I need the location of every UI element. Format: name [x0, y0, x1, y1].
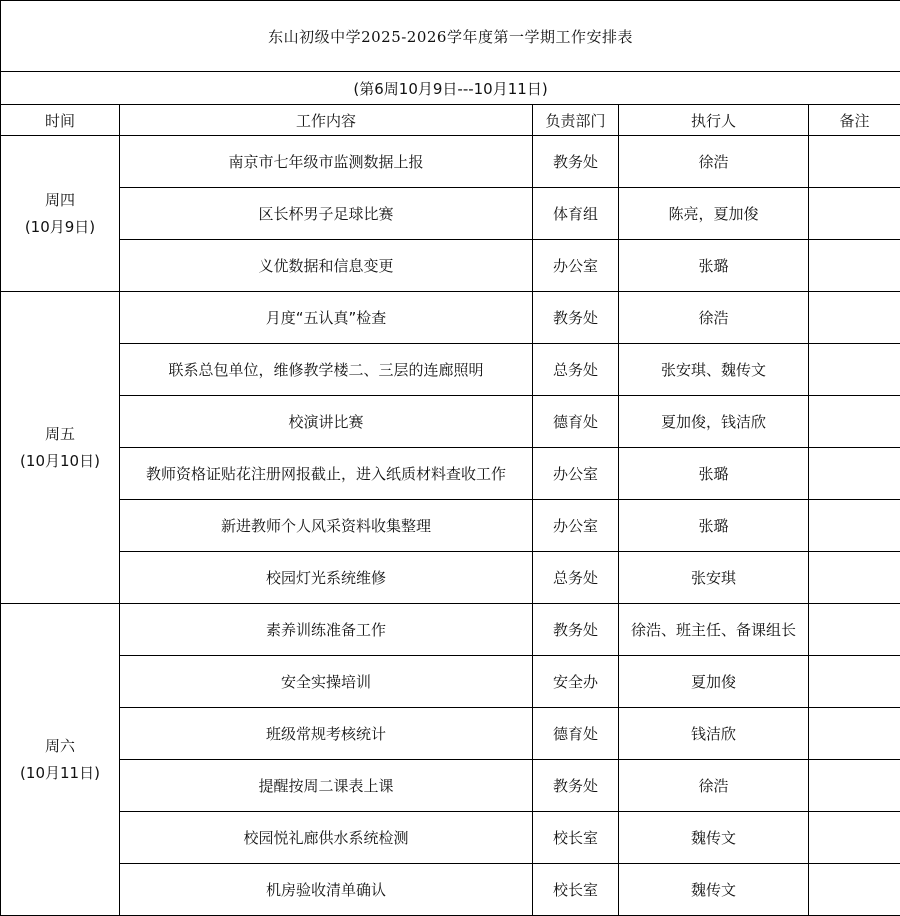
executor-cell: 徐浩: [619, 760, 809, 812]
department-cell: 教务处: [533, 760, 619, 812]
notes-cell: [809, 344, 900, 396]
notes-cell: [809, 136, 900, 188]
department-cell: 办公室: [533, 500, 619, 552]
table-row: [1, 708, 900, 760]
department-cell: 教务处: [533, 292, 619, 344]
title-row: [1, 1, 900, 72]
notes-cell: [809, 864, 900, 916]
table-row: [1, 760, 900, 812]
day-name: 周五: [1, 421, 119, 448]
executor-cell: 张璐: [619, 240, 809, 292]
notes-cell: [809, 188, 900, 240]
executor-cell: 徐浩: [619, 136, 809, 188]
table-row: [1, 864, 900, 916]
executor-cell: 张安琪: [619, 552, 809, 604]
table-row: [1, 188, 900, 240]
task-content-cell: 安全实操培训: [120, 656, 533, 708]
department-cell: 总务处: [533, 552, 619, 604]
notes-cell: [809, 292, 900, 344]
table-row: [1, 448, 900, 500]
executor-cell: 魏传文: [619, 812, 809, 864]
notes-cell: [809, 448, 900, 500]
table-row: [1, 136, 900, 188]
task-content-cell: 机房验收清单确认: [120, 864, 533, 916]
task-content-cell: 新进教师个人风采资料收集整理: [120, 500, 533, 552]
executor-cell: 夏加俊，钱洁欣: [619, 396, 809, 448]
week-subtitle: (第6周10月9日---10月11日): [1, 72, 900, 105]
task-content-cell: 班级常规考核统计: [120, 708, 533, 760]
task-content-cell: 提醒按周二课表上课: [120, 760, 533, 812]
department-cell: 办公室: [533, 240, 619, 292]
notes-cell: [809, 760, 900, 812]
notes-cell: [809, 812, 900, 864]
notes-cell: [809, 708, 900, 760]
task-content-cell: 校演讲比赛: [120, 396, 533, 448]
department-cell: 办公室: [533, 448, 619, 500]
notes-cell: [809, 500, 900, 552]
notes-cell: [809, 396, 900, 448]
table-row: [1, 552, 900, 604]
column-header-department: 负责部门: [533, 105, 619, 136]
day-cell: [1, 604, 120, 916]
table-row: [1, 604, 900, 656]
task-content-cell: 教师资格证贴花注册网报截止，进入纸质材料查收工作: [120, 448, 533, 500]
page-title: 东山初级中学2025-2026学年度第一学期工作安排表: [1, 1, 900, 72]
day-date: (10月9日): [1, 214, 119, 241]
column-header-content: 工作内容: [120, 105, 533, 136]
table-row: [1, 396, 900, 448]
task-content-cell: 校园悦礼廊供水系统检测: [120, 812, 533, 864]
day-name: 周六: [1, 733, 119, 760]
notes-cell: [809, 240, 900, 292]
day-cell: [1, 136, 120, 292]
department-cell: 教务处: [533, 604, 619, 656]
executor-cell: 张璐: [619, 500, 809, 552]
day-date: (10月10日): [1, 448, 119, 475]
notes-cell: [809, 604, 900, 656]
table-row: [1, 344, 900, 396]
executor-cell: 夏加俊: [619, 656, 809, 708]
executor-cell: 魏传文: [619, 864, 809, 916]
table-row: [1, 240, 900, 292]
executor-cell: 徐浩: [619, 292, 809, 344]
department-cell: 校长室: [533, 864, 619, 916]
task-content-cell: 义优数据和信息变更: [120, 240, 533, 292]
day-cell: [1, 292, 120, 604]
department-cell: 德育处: [533, 396, 619, 448]
task-content-cell: 校园灯光系统维修: [120, 552, 533, 604]
column-header-time: 时间: [1, 105, 120, 136]
notes-cell: [809, 656, 900, 708]
department-cell: 总务处: [533, 344, 619, 396]
notes-cell: [809, 552, 900, 604]
subtitle-row: [1, 72, 900, 105]
day-date: (10月11日): [1, 760, 119, 787]
header-row: [1, 105, 900, 136]
task-content-cell: 区长杯男子足球比赛: [120, 188, 533, 240]
table-row: [1, 656, 900, 708]
day-name: 周四: [1, 187, 119, 214]
column-header-executor: 执行人: [619, 105, 809, 136]
column-header-notes: 备注: [809, 105, 900, 136]
table-row: [1, 812, 900, 864]
executor-cell: 陈亮，夏加俊: [619, 188, 809, 240]
task-content-cell: 月度“五认真”检查: [120, 292, 533, 344]
executor-cell: 张安琪、魏传文: [619, 344, 809, 396]
task-content-cell: 联系总包单位，维修教学楼二、三层的连廊照明: [120, 344, 533, 396]
department-cell: 体育组: [533, 188, 619, 240]
table-row: [1, 292, 900, 344]
table-row: [1, 500, 900, 552]
department-cell: 德育处: [533, 708, 619, 760]
executor-cell: 徐浩、班主任、备课组长: [619, 604, 809, 656]
task-content-cell: 素养训练准备工作: [120, 604, 533, 656]
department-cell: 教务处: [533, 136, 619, 188]
task-content-cell: 南京市七年级市监测数据上报: [120, 136, 533, 188]
department-cell: 安全办: [533, 656, 619, 708]
executor-cell: 钱洁欣: [619, 708, 809, 760]
executor-cell: 张璐: [619, 448, 809, 500]
department-cell: 校长室: [533, 812, 619, 864]
